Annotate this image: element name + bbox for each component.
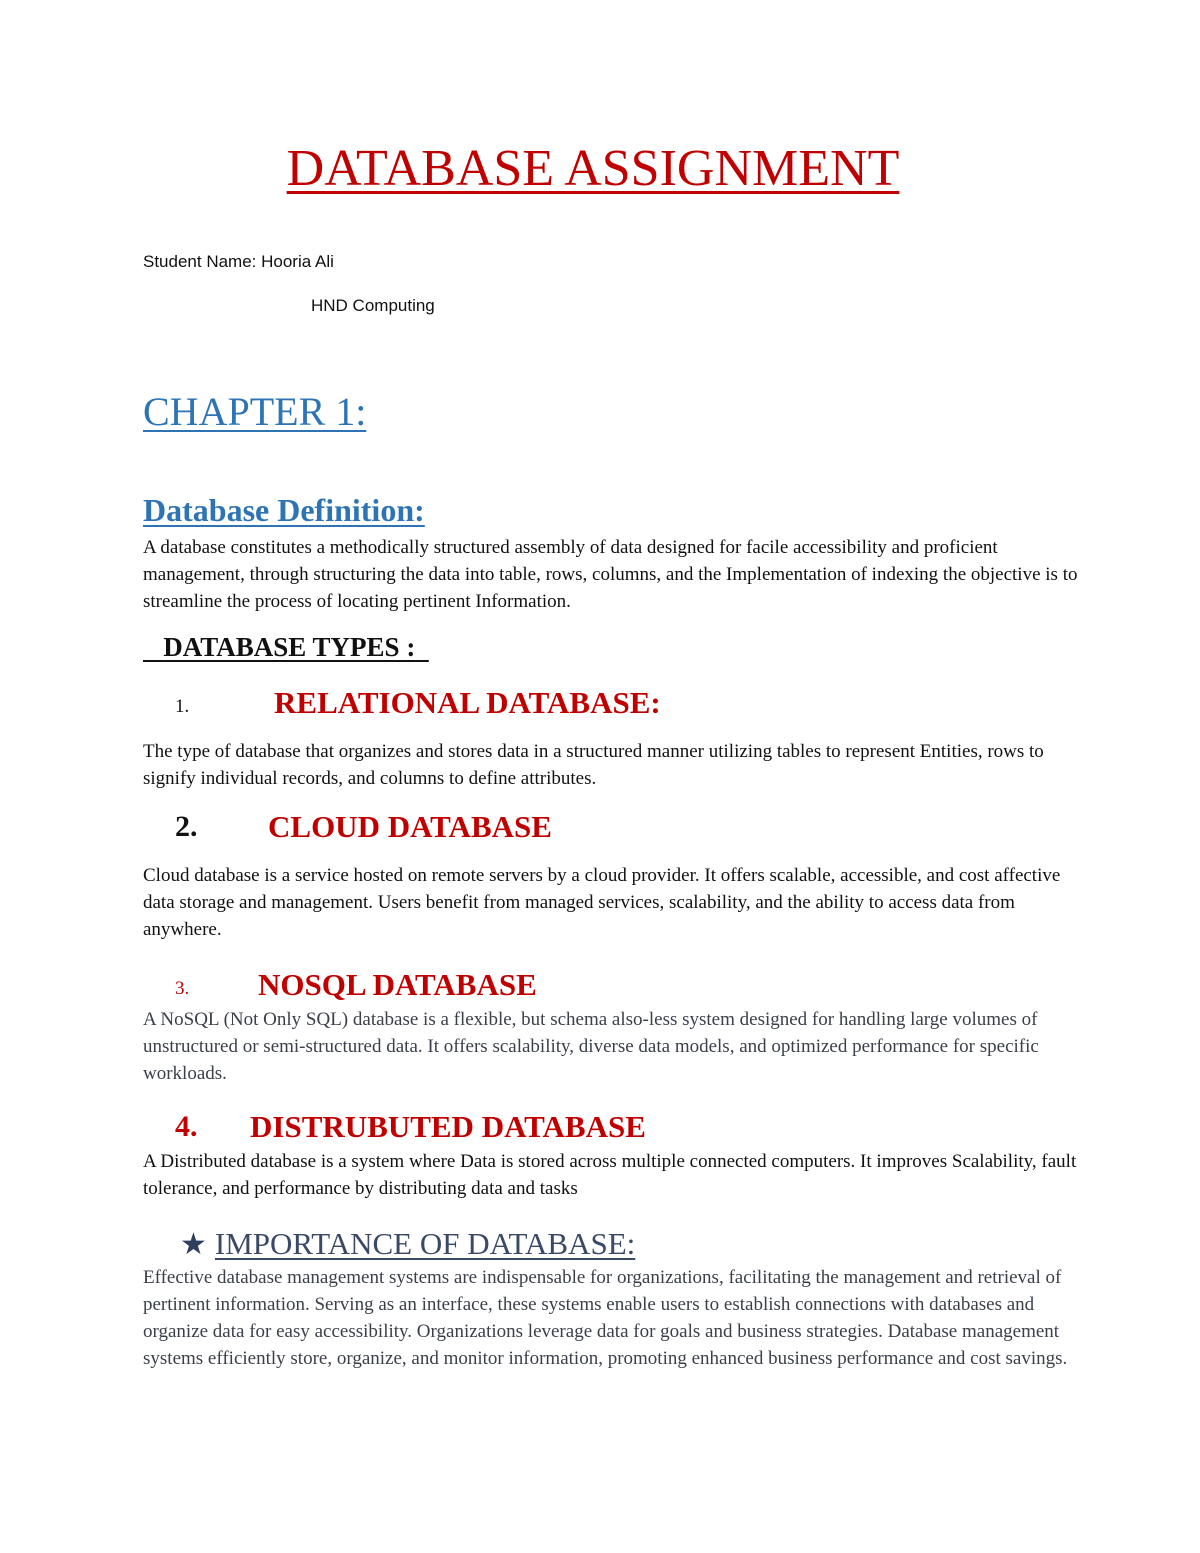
type-text-relational: The type of database that organizes and stores data in a structured manner utilizing tables to represent Entities, rows to signify individual records, and columns to define attributes. xyxy=(143,741,1044,789)
type-text-cloud: Cloud database is a service hosted on remote servers by a cloud provider. It offers scalable, accessible, and cost affective data storage and management. Users benefit from managed services, scalability, and the ability to access data from anywhere. xyxy=(143,865,1061,940)
student-name: Student Name: Hooria Ali xyxy=(143,252,334,271)
definition-text: A database constitutes a methodically structured assembly of data designed for facile accessibility and proficient management, through structuring the data into table, rows, columns, and the Implementation of indexing the objective is to streamline the process of locating pertinent Information. xyxy=(143,537,1078,612)
type-text-distributed: A Distributed database is a system where Data is stored across multiple connected computers. It improves Scalability, fault tolerance, and performance by distributing data and tasks xyxy=(143,1151,1077,1199)
type-number: 1. xyxy=(175,696,190,717)
course-name: HND Computing xyxy=(311,296,435,315)
type-title-nosql: NOSQL DATABASE xyxy=(258,967,537,1002)
type-title-relational: RELATIONAL DATABASE: xyxy=(274,685,661,720)
types-heading: DATABASE TYPES : xyxy=(163,632,416,662)
type-title-distributed: DISTRUBUTED DATABASE xyxy=(250,1109,646,1144)
type-number: 4. xyxy=(175,1110,198,1143)
importance-text: Effective database management systems are indispensable for organizations, facilitating the management and retrieval of pertinent information. Serving as an interface, these systems enable users to establish connections with databases and organize data for easy accessibility. Organizations leverage data for goals and business strategies. Database management systems efficiently store, organize, and monitor information, promoting enhanced business performance and cost savings. xyxy=(143,1267,1068,1369)
document-title: DATABASE ASSIGNMENT xyxy=(286,140,900,197)
type-number: 3. xyxy=(175,978,190,999)
type-text-nosql: A NoSQL (Not Only SQL) database is a flexible, but schema also-less system designed for handling large volumes of unstructured or semi-structured data. It offers scalability, diverse data models, and optimized performance for specific workloads. xyxy=(143,1009,1039,1084)
definition-heading: Database Definition: xyxy=(143,492,425,528)
type-number: 2. xyxy=(175,810,198,843)
importance-heading: ★ IMPORTANCE OF DATABASE: xyxy=(180,1226,636,1261)
star-icon: ★ xyxy=(180,1227,207,1261)
type-title-cloud: CLOUD DATABASE xyxy=(268,809,552,844)
chapter-heading: CHAPTER 1: xyxy=(143,389,367,434)
